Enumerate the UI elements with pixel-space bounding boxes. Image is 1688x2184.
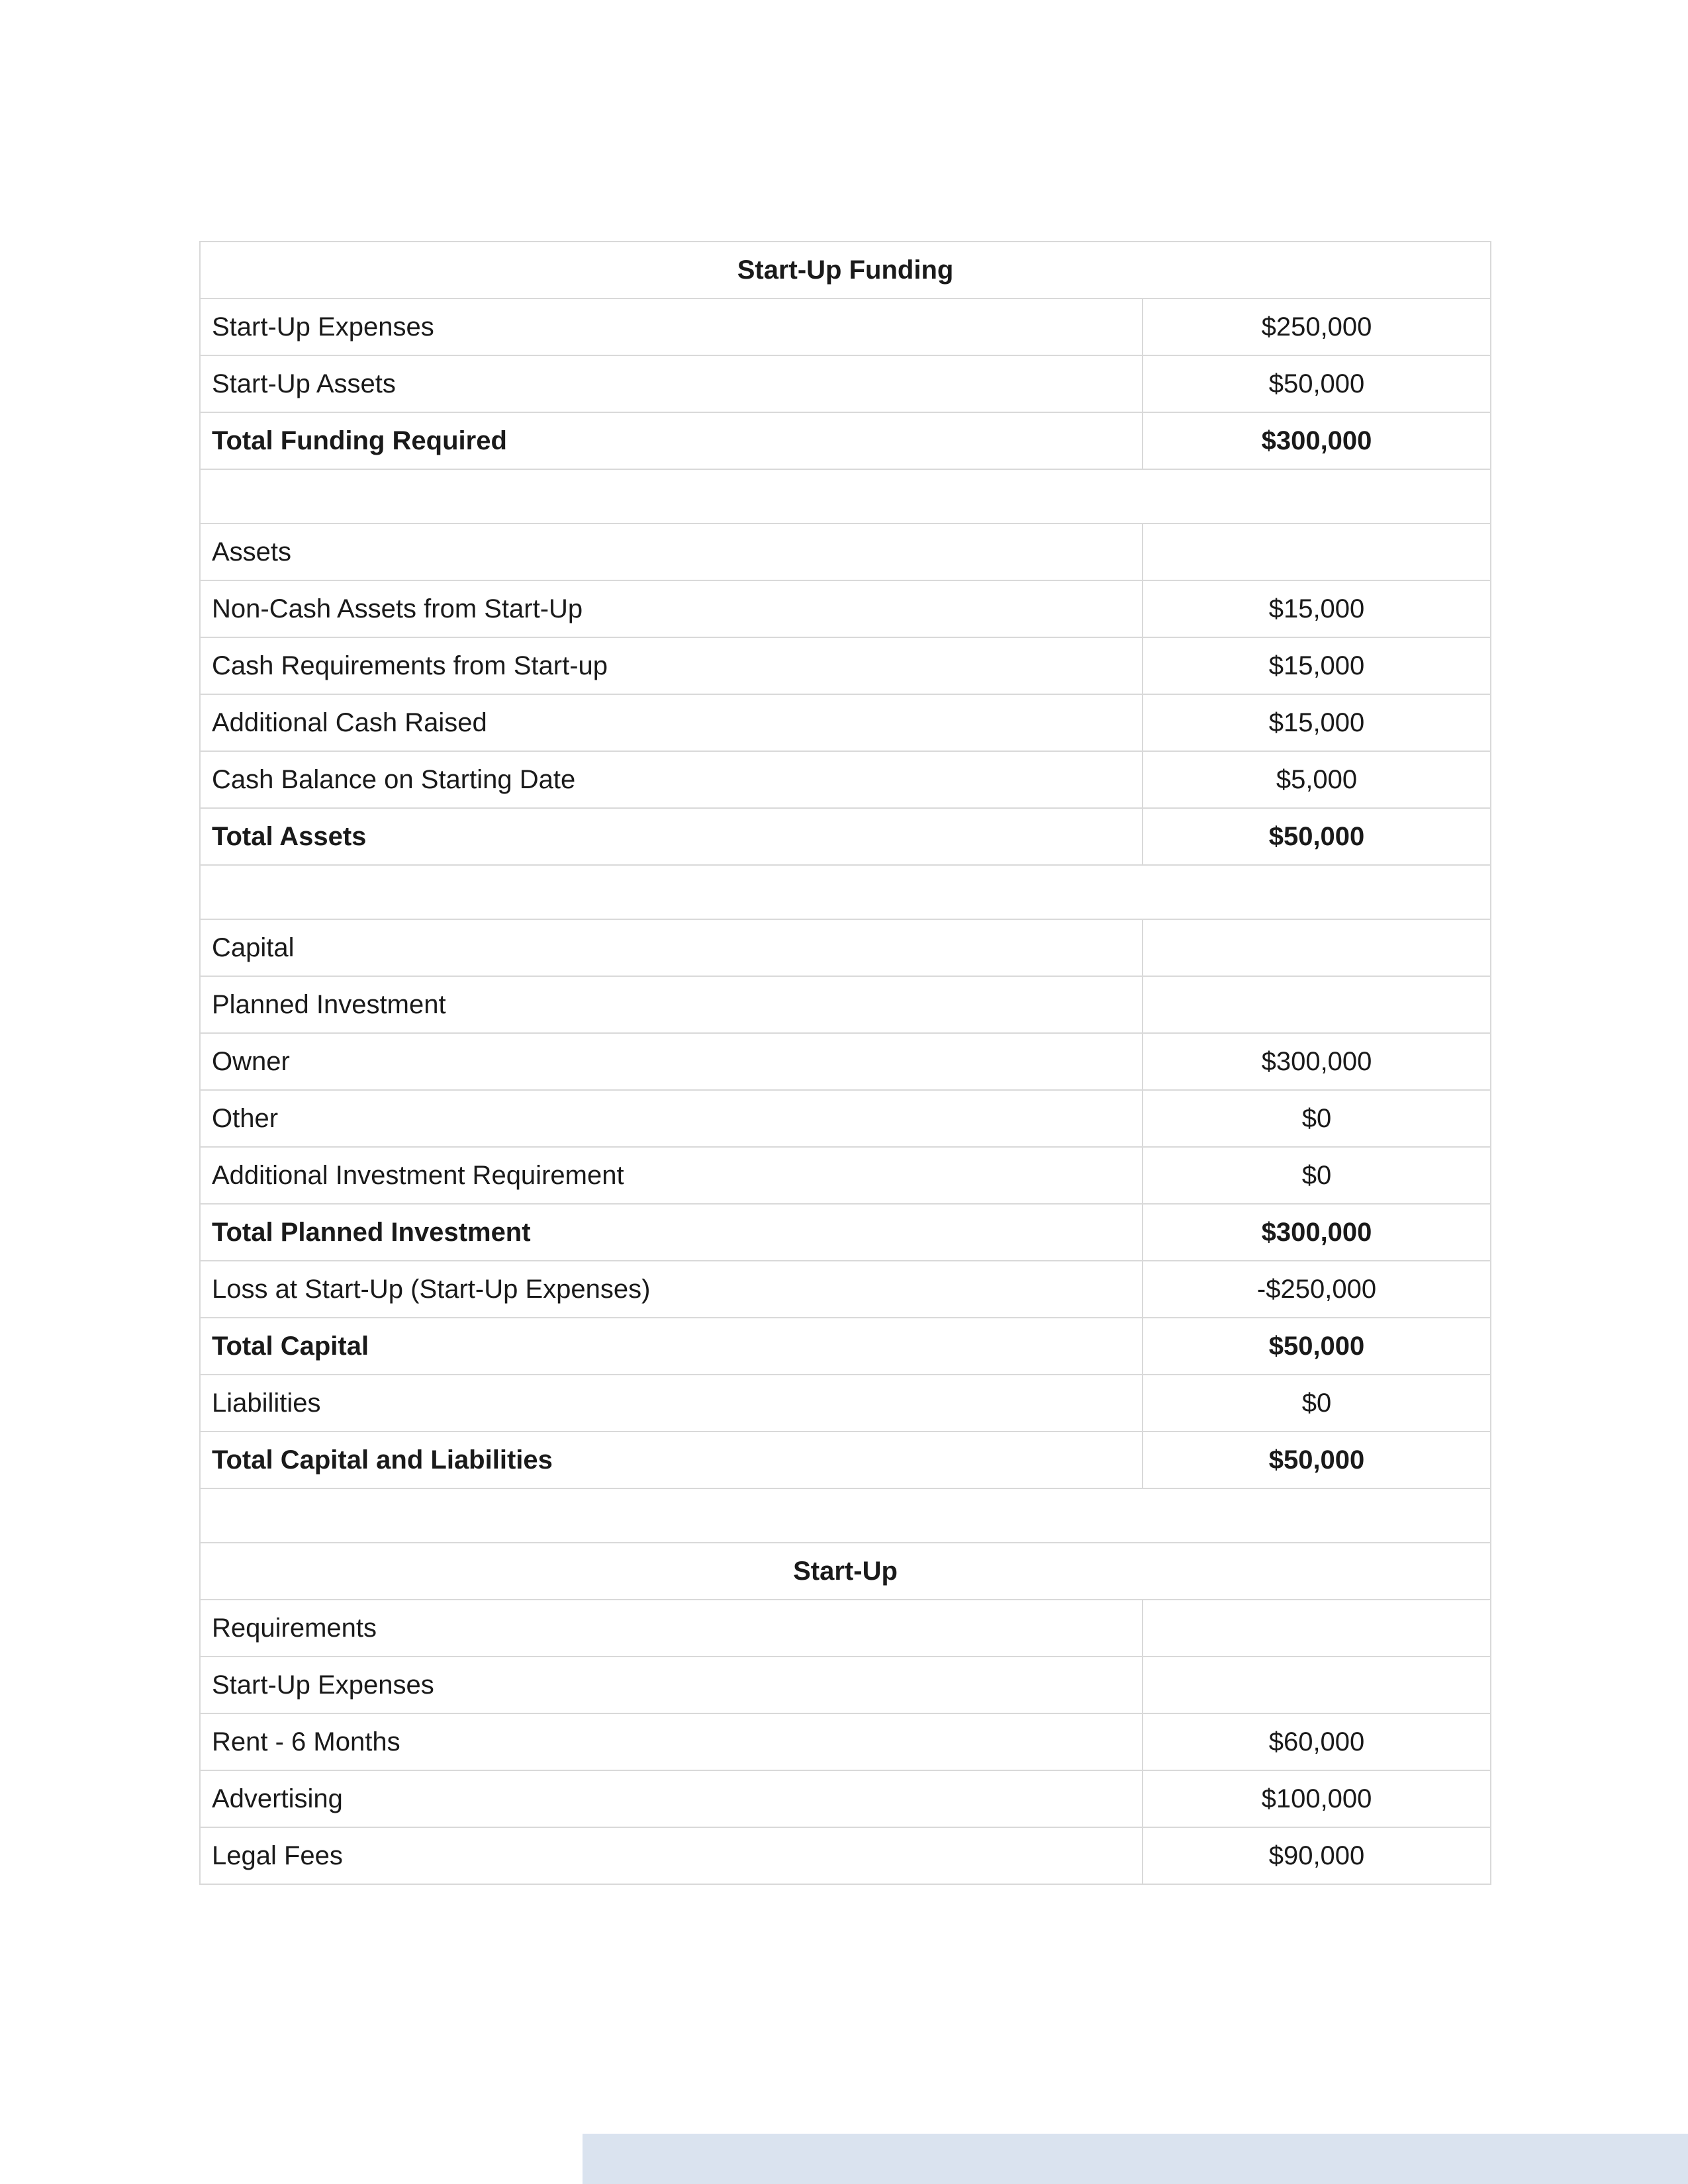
table-row xyxy=(200,1204,1491,1261)
row-value: $250,000 xyxy=(1143,298,1491,355)
table-row xyxy=(200,1770,1491,1827)
section-heading: Start-Up Funding xyxy=(200,242,1491,298)
row-label: Total Capital xyxy=(200,1318,1143,1375)
row-value: $0 xyxy=(1143,1090,1491,1147)
row-label: Liabilities xyxy=(200,1375,1143,1432)
row-value: -$250,000 xyxy=(1143,1261,1491,1318)
table-row xyxy=(200,1657,1491,1713)
table-row xyxy=(200,1713,1491,1770)
row-label: Owner xyxy=(200,1033,1143,1090)
row-value: $0 xyxy=(1143,1147,1491,1204)
row-value: $100,000 xyxy=(1143,1770,1491,1827)
table-row xyxy=(200,808,1491,865)
table-row xyxy=(200,1827,1491,1884)
table-row xyxy=(200,1600,1491,1657)
footer-band xyxy=(583,2134,1688,2184)
table-row xyxy=(200,1432,1491,1488)
table-body xyxy=(200,242,1491,1884)
row-label: Additional Cash Raised xyxy=(200,694,1143,751)
section-heading-row xyxy=(200,1543,1491,1600)
spacer-row xyxy=(200,865,1491,919)
table-row xyxy=(200,1261,1491,1318)
row-value: $90,000 xyxy=(1143,1827,1491,1884)
row-label: Cash Balance on Starting Date xyxy=(200,751,1143,808)
row-value xyxy=(1143,523,1491,580)
row-value: $50,000 xyxy=(1143,1432,1491,1488)
row-value: $300,000 xyxy=(1143,1204,1491,1261)
row-label: Requirements xyxy=(200,1600,1143,1657)
table-row xyxy=(200,1033,1491,1090)
row-label: Assets xyxy=(200,523,1143,580)
table-row xyxy=(200,919,1491,976)
row-label: Capital xyxy=(200,919,1143,976)
row-label: Start-Up Assets xyxy=(200,355,1143,412)
table-row xyxy=(200,412,1491,469)
row-value: $0 xyxy=(1143,1375,1491,1432)
table-row xyxy=(200,1147,1491,1204)
row-value: $50,000 xyxy=(1143,355,1491,412)
row-value: $15,000 xyxy=(1143,580,1491,637)
table-row xyxy=(200,523,1491,580)
table-row xyxy=(200,1090,1491,1147)
row-value: $50,000 xyxy=(1143,1318,1491,1375)
row-label: Rent - 6 Months xyxy=(200,1713,1143,1770)
row-label: Total Assets xyxy=(200,808,1143,865)
row-value: $5,000 xyxy=(1143,751,1491,808)
row-label: Planned Investment xyxy=(200,976,1143,1033)
table-row xyxy=(200,694,1491,751)
row-value xyxy=(1143,919,1491,976)
table-row xyxy=(200,637,1491,694)
row-value xyxy=(1143,976,1491,1033)
row-label: Total Funding Required xyxy=(200,412,1143,469)
row-label: Advertising xyxy=(200,1770,1143,1827)
spacer-cell xyxy=(200,1488,1491,1543)
spacer-row xyxy=(200,469,1491,523)
row-value xyxy=(1143,1657,1491,1713)
row-value: $300,000 xyxy=(1143,1033,1491,1090)
table-row xyxy=(200,298,1491,355)
row-label: Cash Requirements from Start-up xyxy=(200,637,1143,694)
row-label: Non-Cash Assets from Start-Up xyxy=(200,580,1143,637)
row-label: Other xyxy=(200,1090,1143,1147)
row-label: Total Planned Investment xyxy=(200,1204,1143,1261)
row-value: $15,000 xyxy=(1143,694,1491,751)
row-value: $60,000 xyxy=(1143,1713,1491,1770)
spacer-cell xyxy=(200,469,1491,523)
row-label: Start-Up Expenses xyxy=(200,1657,1143,1713)
row-label: Legal Fees xyxy=(200,1827,1143,1884)
row-value: $300,000 xyxy=(1143,412,1491,469)
spacer-cell xyxy=(200,865,1491,919)
row-value: $15,000 xyxy=(1143,637,1491,694)
table-row xyxy=(200,580,1491,637)
row-label: Loss at Start-Up (Start-Up Expenses) xyxy=(200,1261,1143,1318)
section-heading: Start-Up xyxy=(200,1543,1491,1600)
startup-funding-table xyxy=(199,241,1491,1885)
section-heading-row xyxy=(200,242,1491,298)
row-label: Total Capital and Liabilities xyxy=(200,1432,1143,1488)
row-label: Additional Investment Requirement xyxy=(200,1147,1143,1204)
table-row xyxy=(200,976,1491,1033)
table-row xyxy=(200,355,1491,412)
table-row xyxy=(200,751,1491,808)
row-value xyxy=(1143,1600,1491,1657)
row-label: Start-Up Expenses xyxy=(200,298,1143,355)
table-row xyxy=(200,1318,1491,1375)
table-row xyxy=(200,1375,1491,1432)
spacer-row xyxy=(200,1488,1491,1543)
row-value: $50,000 xyxy=(1143,808,1491,865)
